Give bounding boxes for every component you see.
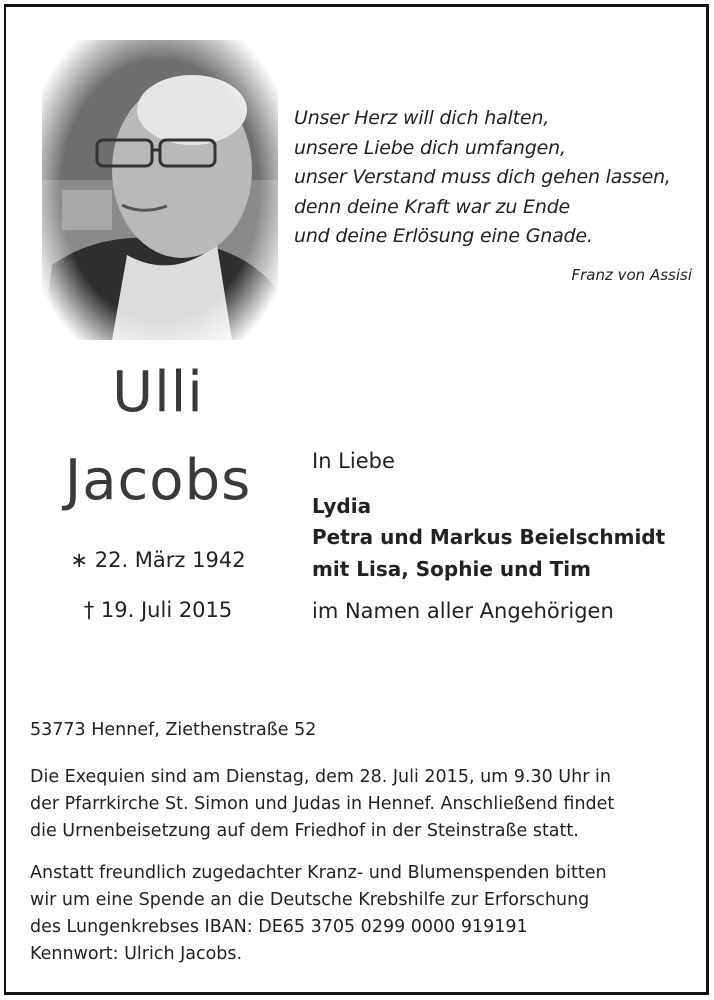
death-date-text: 19. Juli 2015 [100,598,233,622]
poem-line: und deine Erlösung eine Gnade. [294,225,593,247]
portrait-illustration [42,40,278,340]
donation-line: wir um eine Spende an die Deutsche Krebshilfe zur Erforschung [30,890,590,910]
address: 53773 Hennef, Ziethenstraße 52 [30,720,317,740]
portrait-photo [42,40,278,340]
mourner-name: Petra und Markus Beielschmidt [312,525,666,549]
birth-star-icon: ∗ [70,548,89,572]
service-line: der Pfarrkirche St. Simon und Judas in Hennef. Anschließend findet [30,794,615,814]
poem [294,104,671,252]
donation-paragraph [30,860,690,968]
poem-author: Franz von Assisi [571,266,692,284]
donation-line: Kennwort: Ulrich Jacobs. [30,944,243,964]
poem-line: denn deine Kraft war zu Ende [294,195,571,218]
mourners-intro: In Liebe [312,449,395,473]
mourner-name: Lydia [312,494,372,518]
birth-date-text: 22. März 1942 [94,548,246,572]
death-cross-icon: † [83,598,95,622]
mourners-closing: im Namen aller Angehörigen [312,599,614,623]
poem-line: unser Verstand muss dich gehen lassen, [294,166,671,188]
birth-date [30,548,286,572]
first-name: Ulli [112,360,204,425]
poem-line: Unser Herz will dich halten, [294,107,550,129]
mourner-name: mit Lisa, Sophie und Tim [312,557,591,581]
last-name: Jacobs [64,448,252,513]
service-paragraph [30,764,690,845]
donation-line: Anstatt freundlich zugedachter Kranz- und Blumenspenden bitten [30,863,607,883]
death-date [30,598,286,622]
service-line: Die Exequien sind am Dienstag, dem 28. Juli 2015, um 9.30 Uhr in [30,767,611,787]
service-line: die Urnenbeisetzung auf dem Friedhof in der Steinstraße statt. [30,821,579,841]
poem-line: unsere Liebe dich umfangen, [294,136,566,159]
donation-line: des Lungenkrebses IBAN: DE65 3705 0299 0000 919191 [30,917,528,937]
